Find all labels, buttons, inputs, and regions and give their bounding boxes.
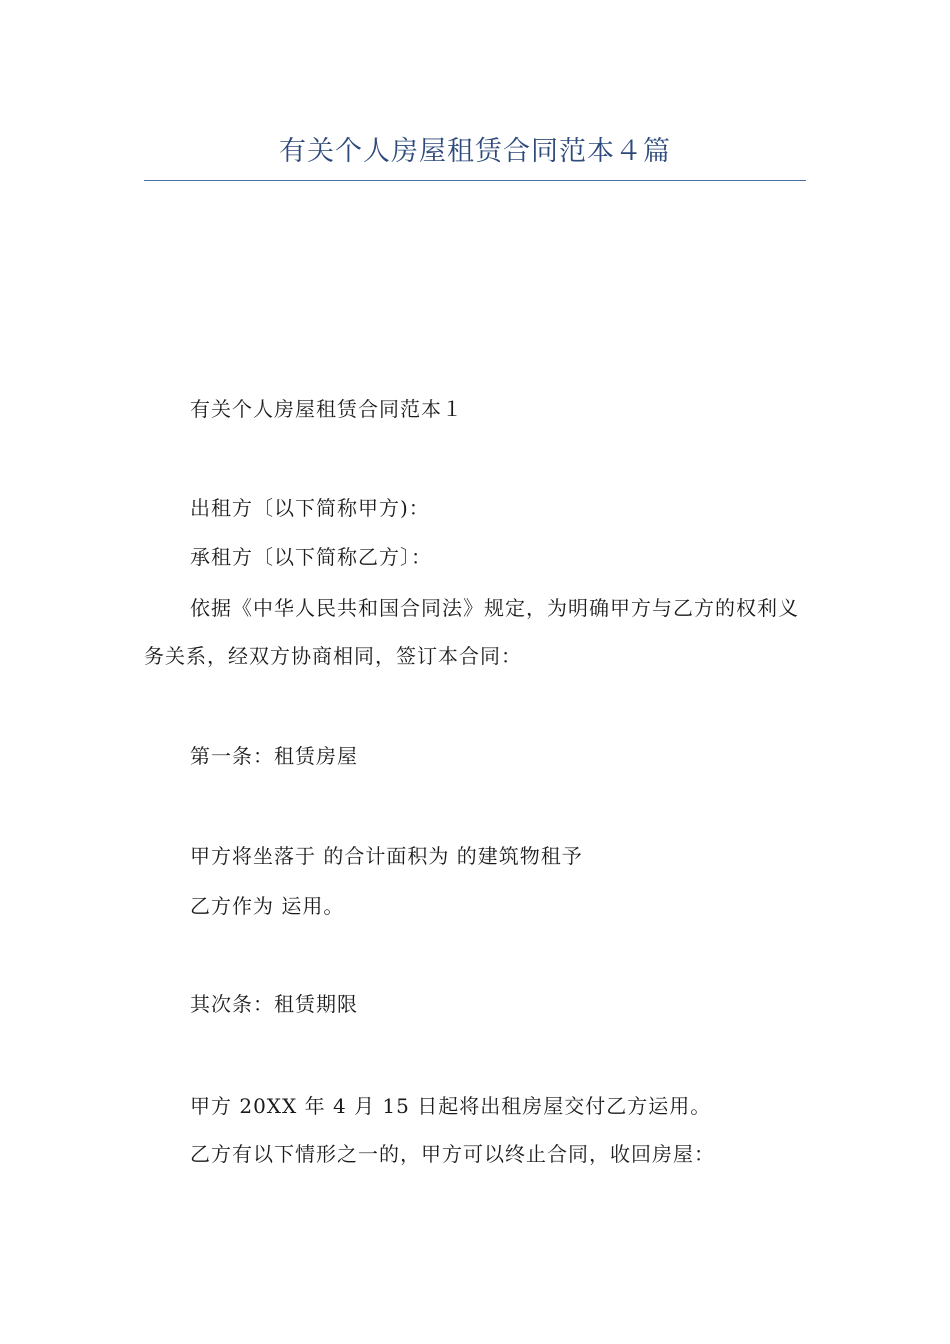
article2-heading: 其次条：租赁期限 (190, 992, 358, 1016)
page-title: 有关个人房屋租赁合同范本４篇 (279, 136, 671, 167)
article2-text-line1: 甲方 20XX 年 4 月 15 日起将出租房屋交付乙方运用。 (190, 1094, 712, 1118)
title-divider (144, 180, 806, 181)
lessee-line: 承租方〔以下简称乙方〕： (190, 545, 432, 569)
article2-text-line2: 乙方有以下情形之一的，甲方可以终止合同，收回房屋： (190, 1142, 715, 1166)
section-heading: 有关个人房屋租赁合同范本１ (190, 397, 463, 421)
preamble-paragraph: 依据《中华人民共和国合同法》规定，为明确甲方与乙方的权利义务关系，经双方协商相同，签订本合同： (144, 596, 799, 668)
lessor-line: 出租方〔以下简称甲方)： (190, 496, 430, 520)
article1-heading: 第一条：租赁房屋 (190, 744, 358, 768)
article1-text-line1: 甲方将坐落于 的合计面积为 的建筑物租予 (190, 844, 583, 868)
article1-text-line2: 乙方作为 运用。 (190, 894, 345, 918)
